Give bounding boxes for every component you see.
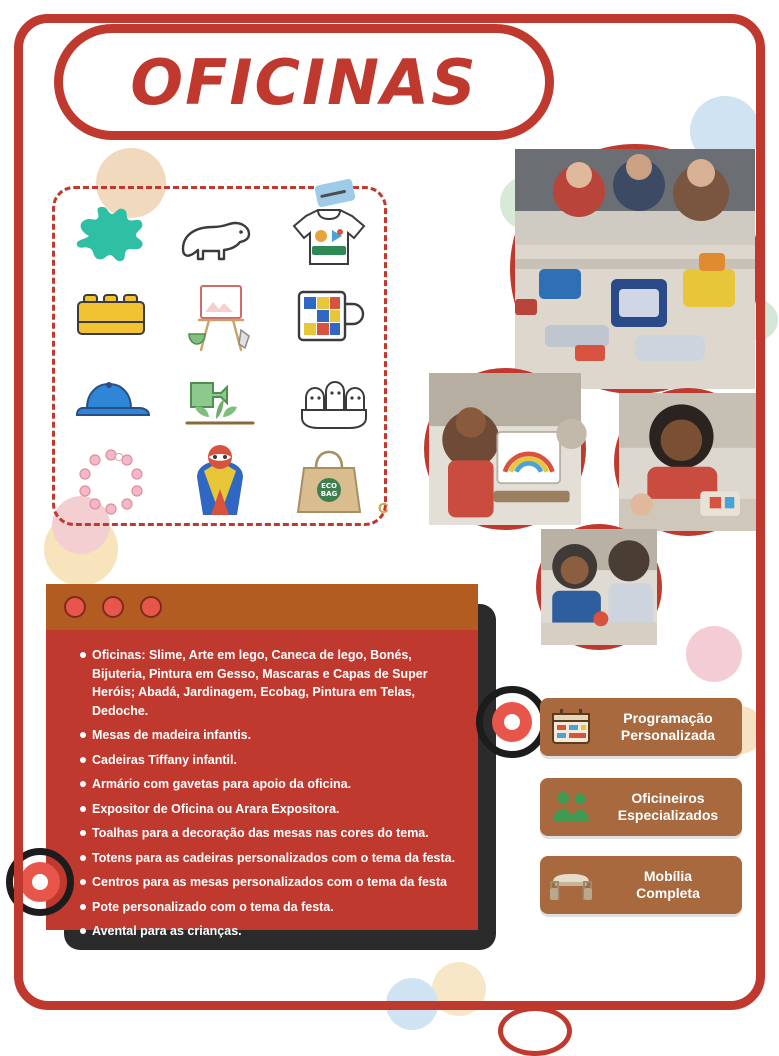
list-item: Oficinas: Slime, Arte em lego, Caneca de lego, Bonés, Bijuteria, Pintura em Gesso, Mascaras e Capas de Super Heróis; Abadá, Jardinagem, Ecobag, Pintura em Telas, Dedoche. — [80, 646, 460, 720]
list-item: Totens para as cadeiras personalizados com o tema da festa. — [80, 849, 460, 868]
feature-line1: Oficineiros — [631, 790, 705, 806]
list-item: Centros para as mesas personalizados com o tema da festa — [80, 873, 460, 892]
list-item: Cadeiras Tiffany infantil. — [80, 751, 460, 770]
icons-grid — [56, 196, 383, 522]
feature-label — [602, 710, 734, 744]
feature-label — [602, 868, 734, 902]
lego-brick-icon — [61, 278, 161, 358]
services-list — [64, 646, 460, 965]
feature-line2: Especializados — [617, 807, 719, 823]
capybara-icon — [170, 197, 270, 277]
ecobag-icon — [279, 441, 379, 521]
finger-puppets-icon — [279, 360, 379, 440]
maximize-icon[interactable] — [140, 596, 162, 618]
feature-line2: Completa — [636, 885, 700, 901]
svg-text:ECO: ECO — [320, 482, 337, 491]
decorative-ring-hole — [32, 874, 48, 890]
photo-girl-crafting — [614, 388, 762, 536]
svg-text:BAG: BAG — [320, 490, 337, 499]
slime-icon — [61, 197, 161, 277]
people-icon — [548, 786, 594, 828]
list-item: Avental para as crianças. — [80, 922, 460, 941]
close-icon[interactable] — [64, 596, 86, 618]
decorative-arc — [498, 1006, 572, 1056]
photo-lego-table — [510, 144, 760, 394]
browser-content — [46, 630, 478, 963]
list-item: Mesas de madeira infantis. — [80, 726, 460, 745]
decorative-blob — [432, 962, 486, 1016]
feature-mobilia-completa[interactable] — [540, 856, 742, 914]
furniture-icon — [548, 864, 594, 906]
page-title-text: OFICINAS — [130, 45, 478, 119]
cap-icon — [61, 360, 161, 440]
bracelet-icon — [61, 441, 161, 521]
photo-child-painting — [424, 368, 586, 530]
decorative-ring-hole — [504, 714, 520, 730]
tshirt-icon — [279, 197, 379, 277]
decorative-blob — [386, 978, 438, 1030]
feature-label — [602, 790, 734, 824]
easel-painting-icon — [170, 278, 270, 358]
decorative-blob — [686, 626, 742, 682]
photo-kids-workshop — [536, 524, 662, 650]
gardening-icon — [170, 360, 270, 440]
list-item: Pote personalizado com o tema da festa. — [80, 898, 460, 917]
feature-line1: Programação — [623, 710, 713, 726]
list-item: Expositor de Oficina ou Arara Expositora. — [80, 800, 460, 819]
list-item: Armário com gavetas para apoio da oficina. — [80, 775, 460, 794]
feature-oficineiros-especializados[interactable] — [540, 778, 742, 836]
page-title — [54, 24, 554, 140]
list-item: Toalhas para a decoração das mesas nas cores do tema. — [80, 824, 460, 843]
list-item: Sacola Exclusiva da Recreio Festas. — [80, 947, 460, 966]
corner-letter: C — [378, 500, 389, 517]
browser-card — [46, 584, 478, 963]
feature-programacao-personalizada[interactable] — [540, 698, 742, 756]
feature-line2: Personalizada — [620, 727, 716, 743]
superhero-icon — [170, 441, 270, 521]
lego-mug-icon — [279, 278, 379, 358]
browser-title-bar — [46, 584, 478, 630]
feature-line1: Mobília — [643, 868, 693, 884]
calendar-schedule-icon — [548, 706, 594, 748]
minimize-icon[interactable] — [102, 596, 124, 618]
